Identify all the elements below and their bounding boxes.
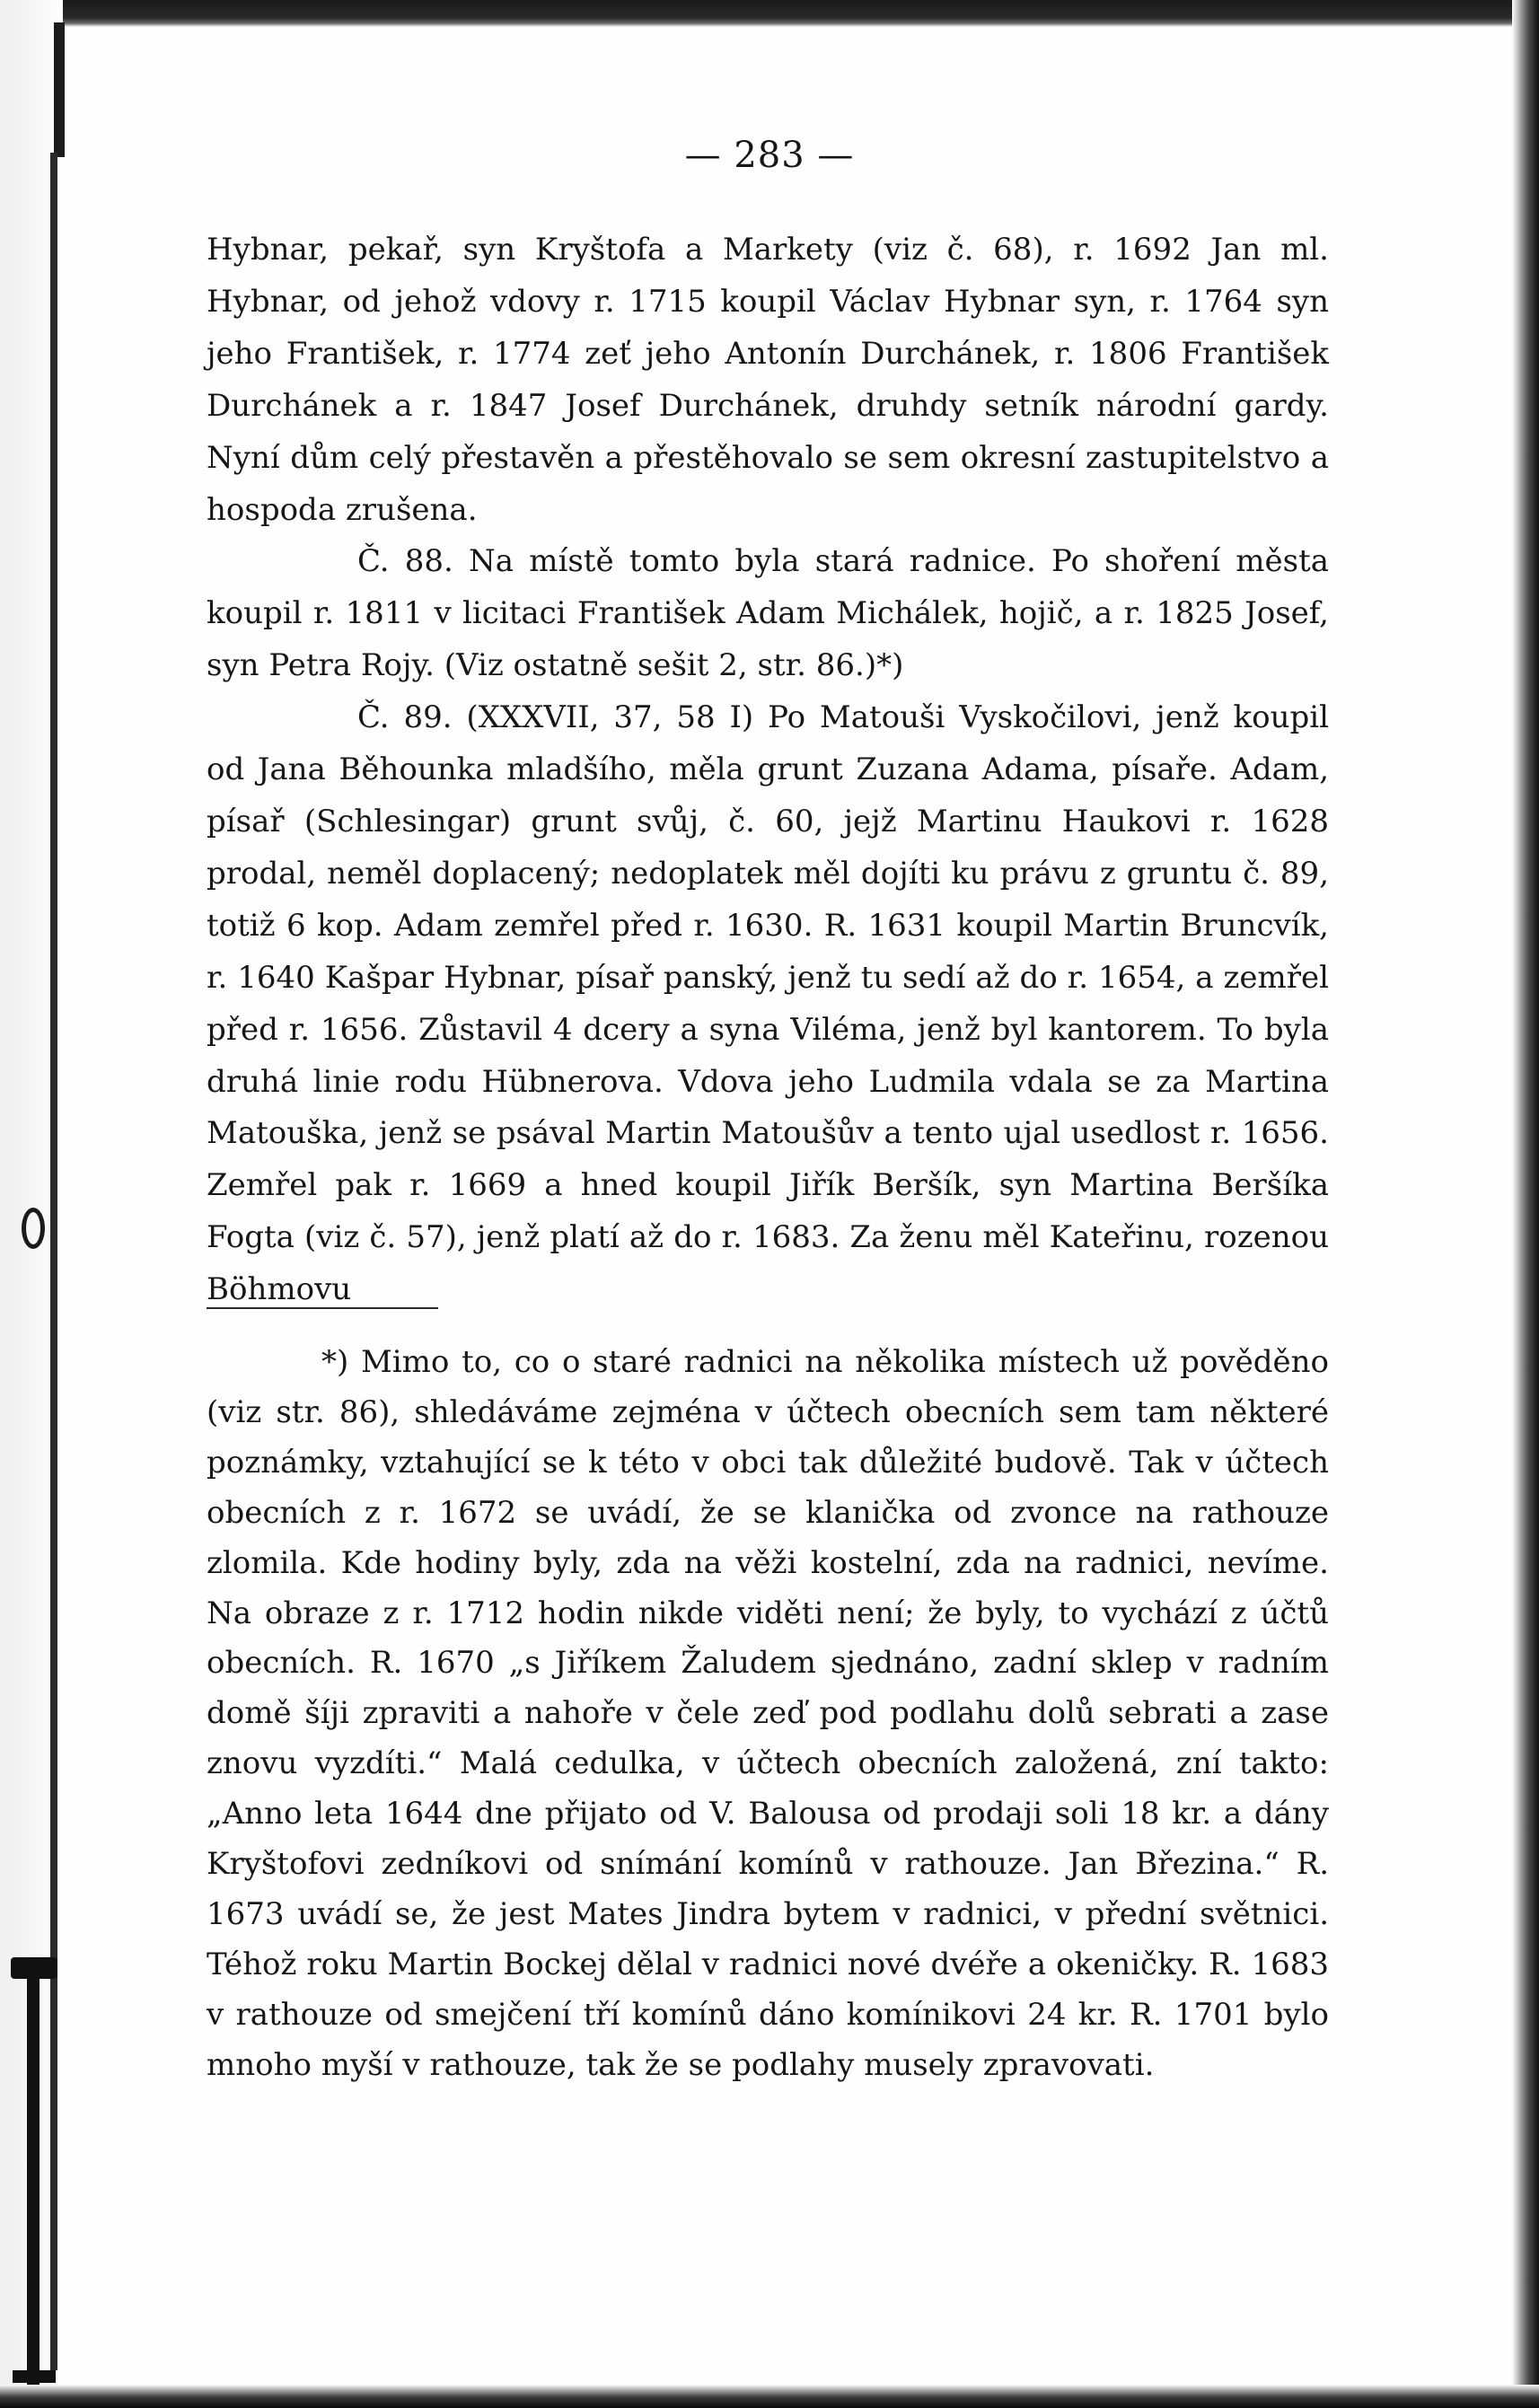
paragraph-c89: Č. 89. (XXXVII, 37, 58 I) Po Matouši Vyskočilovi, jenž koupil od Jana Běhounka mladšího, měla grunt Zuzana Adama, písaře. Adam, písař (Schlesingar) grunt svůj, č. 60, jejž Martinu Haukovi r. 1628 prodal, neměl doplacený; nedoplatek měl dojíti ku právu z gruntu č. 89, totiž 6 kop. Adam zemřel před r. 1630. R. 1631 koupil Martin Bruncvík, r. 1640 Kašpar Hybnar, písař panský, jenž tu sedí až do r. 1654, a zemřel před r. 1656. Zůstavil 4 dcery a syna Viléma, jenž byl kantorem. To byla druhá linie rodu Hübnerova. Vdova jeho Ludmila vdala se za Martina Matouška, jenž se psával Martin Matoušův a tento ujal usedlost r. 1656. Zemřel pak r. 1669 a hned koupil Jiřík Beršík, syn Martina Beršíka Fogta (viz č. 57), jenž platí až do r. 1683. Za ženu měl Kateřinu, rozenou Böhmovu — [207, 699, 1329, 1308]
scan-right-edge — [1512, 0, 1539, 2408]
binding-ring-icon — [22, 1208, 45, 1249]
clamp-foot-icon — [13, 2370, 56, 2383]
footnote-separator — [207, 1307, 438, 1309]
page-number: — 283 — — [684, 135, 855, 176]
clamp-stem-icon — [27, 1975, 40, 2388]
scan-top-edge — [0, 0, 1539, 27]
footnote-text: *) Mimo to, co o staré radnici na několika místech už pověděno (viz str. 86), shledáváme zejména v účtech obecních sem tam některé poznámky, vztahující se k této v obci tak důležité budově. Tak v účtech obecních z r. 1672 se uvádí, že se klanička od zvonce na rathouze zlomila. Kde hodiny byly, zda na věži kostelní, zda na radnici, nevíme. Na obraze z r. 1712 hodin nikde viděti není; že byly, to vychází z účtů obecních. R. 1670 „s Jiříkem Žaludem sjednáno, zadní sklep v radním domě šíji zpraviti a nahoře v čele zeď pod podlahu dolů sebrati a zase znovu vyzdíti.“ Malá cedulka, v účtech obecních založená, zní takto: „Anno leta 1644 dne přijato od V. Balousa od prodaji soli 18 kr. a dány Kryštofovi zedníkovi od snímání komínů v rathouze. Jan Březina.“ R. 1673 uvádí se, že jest Mates Jindra bytem v radnici, v přední světnici. Téhož roku Martin Bockej dělal v radnici nové dvéře a okeničky. R. 1683 v rathouze od smejčení tří komínů dáno komínikovi 24 kr. R. 1701 bylo mnoho myší v rathouze, tak že se podlahy musely zpravovati. — [207, 1344, 1329, 2083]
paragraph-hybnar: Hybnar, pekař, syn Kryštofa a Markety (viz č. 68), r. 1692 Jan ml. Hybnar, od jehož vdovy r. 1715 koupil Václav Hybnar syn, r. 1764 syn jeho František, r. 1774 zeť jeho Antonín Durchánek, r. 1806 František Durchánek a r. 1847 Josef Durchánek, druhdy setník národní gardy. Nyní dům celý přestavěn a přestěhovalo se sem okresní zastupitelstvo a hospoda zrušena. — [207, 232, 1329, 528]
paragraph-c88: Č. 88. Na místě tomto byla stará radnice. Po shoření města koupil r. 1811 v licitaci František Adam Michálek, hojič, a r. 1825 Josef, syn Petra Rojy. (Viz ostatně sešit 2, str. 86.)*) — [207, 543, 1329, 684]
main-text — [207, 224, 1329, 1316]
scan-bottom-edge — [0, 2385, 1539, 2408]
scan-gutter-line — [50, 153, 57, 2370]
footnote — [207, 1338, 1329, 2091]
